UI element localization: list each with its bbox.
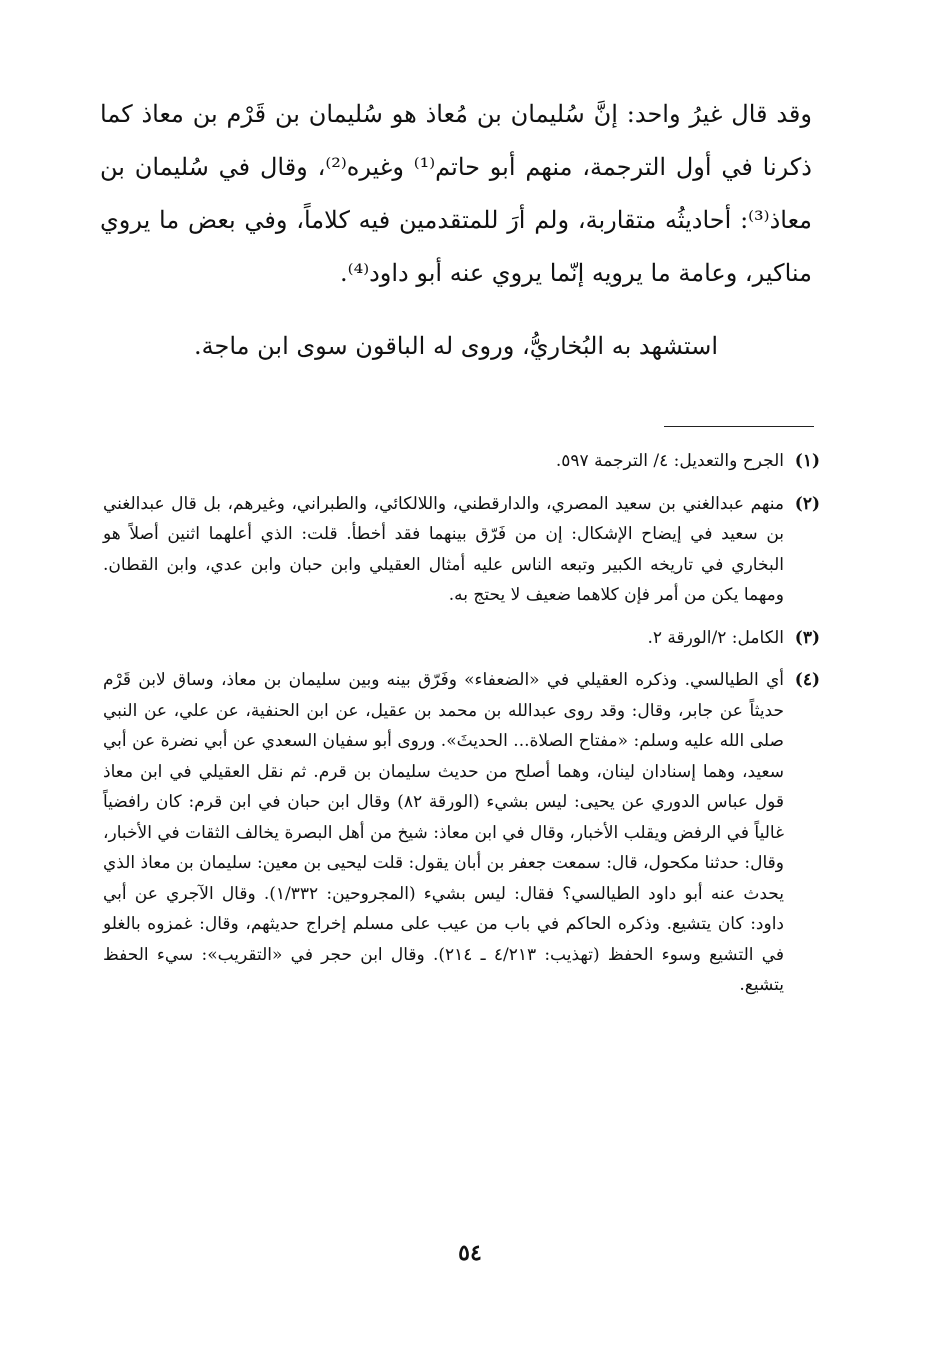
footnote-divider (664, 426, 814, 427)
footnote-text: الجرح والتعديل: ٤/ الترجمة ٥٩٧. (555, 451, 784, 471)
footnote-number: (٤) (794, 670, 820, 690)
footnote-4 (103, 665, 820, 1001)
main-paragraph: وقد قال غيرُ واحد: إنَّ سُليمان بن مُعاذ هو سُليمان بن قَرْم بن معاذ كما ذكرنا في أول الترجمة، منهم أبو حاتم⁽¹⁾ وغيره⁽²⁾، وقال في سُليمان بن معاذ⁽³⁾: أحاديثُه متقاربة، ولم أرَ للمتقدمين فيه كلاماً، وفي بعض ما يروي مناكير، وعامة ما يرويه إنّما يروي عنه أبو داود⁽⁴⁾. (100, 100, 812, 287)
footnote-text: منهم عبدالغني بن سعيد المصري، والدارقطني، واللالكائي، والطبراني، وغيرهم، بل قال عبدالغني بن سعيد في إيضاح الإشكال: إن من فَرّق بينهما فقد أخطأ. قلت: الذي أعلهما اثنين أصلاً هو البخاري في تاريخه الكبير وتبعه الناس عليه أمثال العقيلي وابن حبان وابن عدي، وابن القطان. ومهما يكن من أمر فإن كلاهما ضعيف لا يحتج به. (103, 493, 784, 605)
footnote-text: الكامل: ٢/الورقة ٢. (647, 627, 784, 648)
page-number: ٥٤ (458, 1240, 482, 1266)
footnote-number: (٢) (794, 493, 820, 514)
footnote-3 (103, 623, 820, 654)
footnote-number: (٣) (794, 627, 820, 648)
main-final-line: استشهد به البُخاريُّ، وروى له الباقون سوى ابن ماجة. (194, 332, 718, 360)
footnote-number: (١) (794, 451, 820, 471)
footnote-1 (103, 446, 820, 477)
footnotes-list (103, 446, 820, 1013)
footnote-2 (103, 489, 820, 611)
footnote-text: أي الطيالسي. وذكره العقيلي في «الضعفاء» وفَرّق بينه وبين سليمان بن معاذ، وساق لابن قَرْم حديثاً عن جابر، وقال: وقد روى عبدالله بن محمد بن عقيل، عن ابن الحنفية، عن علي، عن النبي صلى الله عليه وسلم: «مفتاح الصلاة... الحديثَ». وروى أبو سفيان السعدي عن أبي نضرة عن أبي سعيد، وهما إسنادان لينان، وهما أصلح من حديث سليمان بن قرم. ثم نقل العقيلي في ابن معاذ قول عباس الدوري عن يحيى: ليس بشيء (الورقة ٨٢) وقال ابن حبان في ابن قرم: كان رافضياً غالياً في الرفض ويقلب الأخبار، وقال في ابن معاذ: شيخ من أهل البصرة يخالف الثقات في الأخبار، وقال: حدثنا مكحول، قال: سمعت جعفر بن أبان يقول: قلت ليحيى بن معين: سليمان بن معاذ الذي يحدث عنه أبو داود الطيالسي؟ فقال: ليس بشيء (المجروحين: ١/٣٣٢). وقال الآجري عن أبي داود: كان يتشيع. وذكره الحاكم في باب من عيب على مسلم إخراج حديثهم، وقال: غمزوه بالغلو في التشيع وسوء الحفظ (تهذيب: ٤/٢١٣ ـ ٢١٤). وقال ابن حجر في «التقريب»: سيء الحفظ يتشيع. (103, 670, 785, 995)
